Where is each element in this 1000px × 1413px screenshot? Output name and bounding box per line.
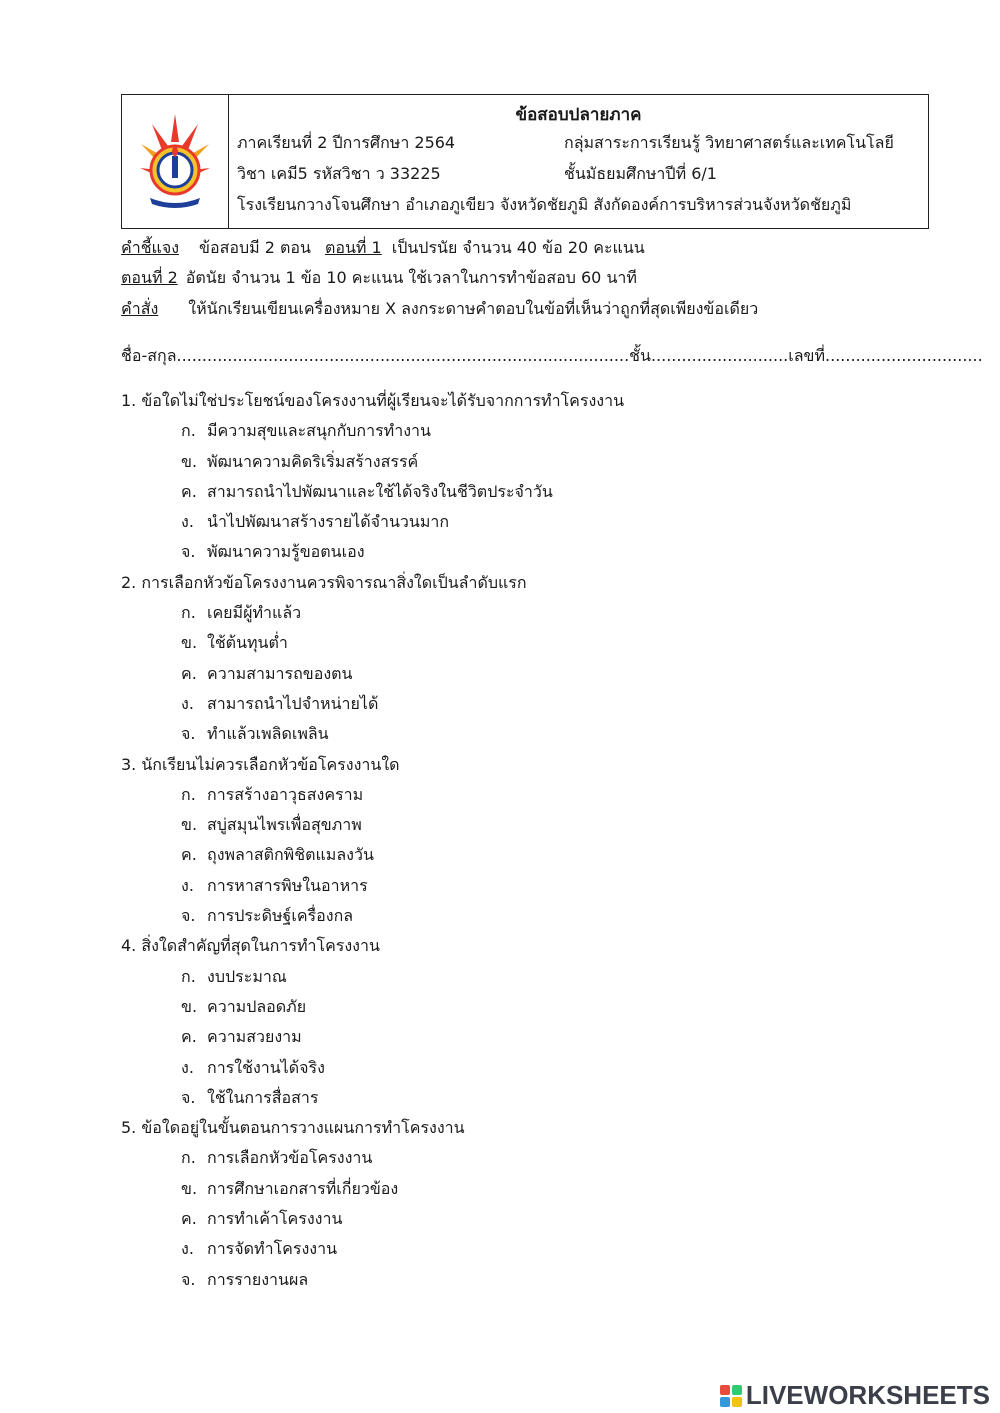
choice-text: ใช้ในการสื่อสาร: [207, 1087, 319, 1107]
choice-option[interactable]: [121, 628, 941, 658]
question-2: [121, 568, 941, 750]
part1-label: ตอนที่ 1: [324, 238, 382, 257]
logo-square: [732, 1385, 742, 1395]
choice-text: พัฒนาความคิดริเริ่มสร้างสรรค์: [207, 451, 419, 471]
liveworksheets-logo-icon: [720, 1385, 742, 1407]
subject-text: วิชา เคมี5 รหัสวิชา ว 33225: [237, 164, 441, 183]
school-text: โรงเรียนกวางโจนศึกษา อำเภอภูเขียว จังหวัดชัยภูมิ สังกัดองค์การบริหารส่วนจังหวัดชัยภูมิ: [237, 195, 852, 214]
choice-option[interactable]: [121, 1204, 941, 1234]
choice-option[interactable]: [121, 1174, 941, 1204]
school-logo: [138, 112, 212, 212]
choice-option[interactable]: [121, 1265, 941, 1295]
logo-square: [720, 1397, 730, 1407]
choice-letter: ค.: [181, 1209, 197, 1229]
part2-detail: อัตนัย จำนวน 1 ข้อ 10 คะแนน ใช้เวลาในการทำข้อสอบ 60 นาที: [185, 268, 637, 287]
choice-option[interactable]: [121, 1143, 941, 1173]
choice-text: ความสามารถของตน: [207, 663, 353, 683]
header-info: [229, 95, 928, 228]
choice-text: การประดิษฐ์เครื่องกล: [207, 906, 354, 926]
choice-text: การจัดทำโครงงาน: [207, 1239, 337, 1259]
question-stem: 3. นักเรียนไม่ควรเลือกหัวข้อโครงงานใด: [121, 754, 400, 774]
command-text: ให้นักเรียนเขียนเครื่องหมาย X ลงกระดาษคำตอบในข้อที่เห็นว่าถูกที่สุดเพียงข้อเดียว: [188, 299, 759, 318]
choice-text: ความสวยงาม: [207, 1027, 302, 1047]
choice-text: การเลือกหัวข้อโครงงาน: [207, 1148, 373, 1168]
choice-option[interactable]: [121, 507, 941, 537]
choice-text: พัฒนาความรู้ขอตนเอง: [207, 542, 365, 562]
choice-option[interactable]: [121, 416, 941, 446]
instruction-line-2: [121, 266, 637, 291]
choice-text: สามารถนำไปจำหน่ายได้: [207, 693, 379, 713]
choice-text: ความปลอดภัย: [207, 996, 307, 1016]
question-stem: 4. สิ่งใดสำคัญที่สุดในการทำโครงงาน: [121, 936, 380, 956]
choice-letter: จ.: [181, 906, 196, 926]
choice-text: การสร้างอาวุธสงคราม: [207, 784, 364, 804]
logo-square: [720, 1385, 730, 1395]
question-5: [121, 1113, 941, 1295]
choice-letter: ง.: [181, 875, 194, 895]
choice-option[interactable]: [121, 1053, 941, 1083]
choice-text: นำไปพัฒนาสร้างรายได้จำนวนมาก: [207, 512, 450, 532]
choice-letter: ข.: [181, 633, 198, 653]
choice-letter: ก.: [181, 1148, 196, 1168]
brand-text: LIVEWORKSHEETS: [745, 1380, 990, 1410]
school-logo-cell: [122, 95, 229, 228]
grade-text: ชั้นมัธยมศึกษาปีที่ 6/1: [564, 164, 717, 183]
question-4: [121, 931, 941, 1113]
choice-letter: ก.: [181, 966, 196, 986]
choice-option[interactable]: [121, 1083, 941, 1113]
learning-area-text: กลุ่มสาระการเรียนรู้ วิทยาศาสตร์และเทคโนโลยี: [564, 133, 894, 152]
instruction-line-1: [121, 236, 645, 261]
choice-option[interactable]: [121, 780, 941, 810]
choice-letter: ง.: [181, 693, 194, 713]
choice-text: ใช้ต้นทุนต่ำ: [207, 633, 288, 653]
choice-letter: ข.: [181, 1178, 198, 1198]
exam-title: ข้อสอบปลายภาค: [515, 105, 642, 125]
choice-letter: ก.: [181, 784, 196, 804]
choice-letter: ก.: [181, 421, 196, 441]
question-list: [121, 386, 941, 1295]
choice-option[interactable]: [121, 840, 941, 870]
choice-option[interactable]: [121, 871, 941, 901]
part1-detail: เป็นปรนัย จำนวน 40 ข้อ 20 คะแนน: [391, 238, 645, 257]
choice-letter: ค.: [181, 663, 197, 683]
choice-letter: จ.: [181, 542, 196, 562]
choice-text: มีความสุขและสนุกกับการทำงาน: [207, 421, 431, 441]
exam-header: [121, 94, 929, 229]
logo-square: [732, 1397, 742, 1407]
choice-option[interactable]: [121, 689, 941, 719]
choice-text: การรายงานผล: [207, 1269, 309, 1289]
choice-option[interactable]: [121, 537, 941, 567]
question-1: [121, 386, 941, 568]
instruction-label: คำชี้แจง: [121, 238, 180, 257]
choice-text: งบประมาณ: [207, 966, 287, 986]
instruction-line-3: [121, 297, 758, 322]
choice-letter: ง.: [181, 512, 194, 532]
choice-text: สามารถนำไปพัฒนาและใช้ได้จริงในชีวิตประจำวัน: [207, 481, 553, 501]
choice-letter: จ.: [181, 724, 196, 744]
question-stem: 2. การเลือกหัวข้อโครงงานควรพิจารณาสิ่งใดเป็นลำดับแรก: [121, 572, 527, 592]
choice-option[interactable]: [121, 659, 941, 689]
choice-option[interactable]: [121, 992, 941, 1022]
liveworksheets-brand[interactable]: [720, 1380, 990, 1411]
choice-text: การศึกษาเอกสารที่เกี่ยวข้อง: [207, 1178, 399, 1198]
choice-letter: ง.: [181, 1239, 194, 1259]
choice-letter: ข.: [181, 815, 198, 835]
choice-text: ถุงพลาสติกพิชิตแมลงวัน: [207, 845, 374, 865]
part2-label: ตอนที่ 2: [121, 268, 178, 287]
choice-letter: ก.: [181, 603, 196, 623]
choice-text: สบู่สมุนไพรเพื่อสุขภาพ: [207, 815, 362, 835]
choice-text: การทำเค้าโครงงาน: [207, 1209, 343, 1229]
question-stem: 1. ข้อใดไม่ใช่ประโยชน์ของโครงงานที่ผู้เรียนจะได้รับจากการทำโครงงาน: [121, 391, 625, 410]
choice-option[interactable]: [121, 810, 941, 840]
choice-text: เคยมีผู้ทำแล้ว: [207, 603, 302, 623]
choice-option[interactable]: [121, 719, 941, 749]
question-3: [121, 750, 941, 932]
choice-letter: จ.: [181, 1087, 196, 1107]
choice-option[interactable]: [121, 901, 941, 931]
choice-option[interactable]: [121, 447, 941, 477]
choice-letter: ค.: [181, 845, 197, 865]
choice-option[interactable]: [121, 1234, 941, 1264]
choice-option[interactable]: [121, 962, 941, 992]
choice-letter: ข.: [181, 451, 198, 471]
choice-letter: ข.: [181, 996, 198, 1016]
choice-text: การหาสารพิษในอาหาร: [207, 875, 368, 895]
choice-option[interactable]: [121, 477, 941, 507]
choice-text: ทำแล้วเพลิดเพลิน: [207, 724, 329, 744]
choice-option[interactable]: [121, 1022, 941, 1052]
choice-letter: ง.: [181, 1057, 194, 1077]
instruction-parts: ข้อสอบมี 2 ตอน: [199, 238, 311, 257]
semester-text: ภาคเรียนที่ 2 ปีการศึกษา 2564: [237, 133, 456, 152]
choice-option[interactable]: [121, 598, 941, 628]
choice-text: การใช้งานได้จริง: [207, 1057, 325, 1077]
choice-letter: ค.: [181, 481, 197, 501]
choice-letter: ค.: [181, 1027, 197, 1047]
student-info-line[interactable]: ชื่อ-สกุล.........................................................................................ชั้น...........................เลขที่...............................: [121, 346, 983, 365]
choice-letter: จ.: [181, 1269, 196, 1289]
command-label: คำสั่ง: [121, 299, 159, 318]
question-stem: 5. ข้อใดอยู่ในขั้นตอนการวางแผนการทำโครงงาน: [121, 1118, 465, 1138]
